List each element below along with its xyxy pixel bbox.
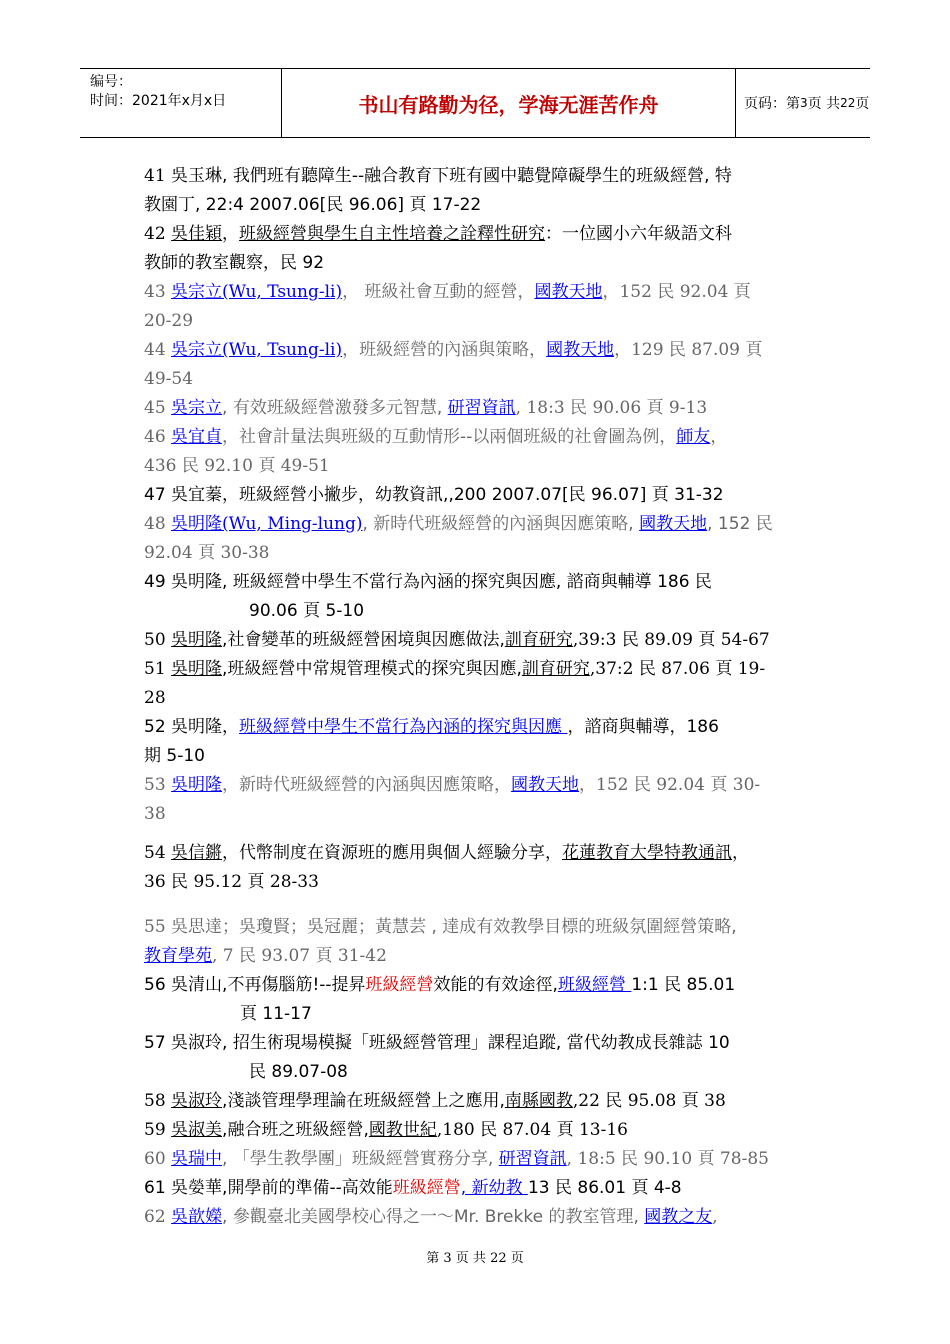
reference-entry-53: 53 吳明隆，新時代班級經營的內涵與因應策略，國教天地，152 民 92.04 頁 30- 38 [144,775,761,824]
journal-link[interactable]: 研習資訊 [498,1149,567,1169]
reference-entry-45: 45 吳宗立, 有效班級經營激發多元智慧, 研習資訊, 18:3 民 90.06 頁 9-13 [144,398,708,418]
page-header [80,68,870,138]
author-link[interactable]: 吳瑞中 [171,1149,223,1169]
number-label: 编号： [90,74,132,90]
journal-link[interactable]: 國教天地 [511,775,580,795]
reference-entry-59: 59 吳淑美,融合班之班級經營,國教世紀,180 民 87.04 頁 13-16 [144,1120,629,1140]
journal-link[interactable]: 新幼教 [471,1178,528,1198]
reference-entry-57: 57 吳淑玲, 招生術現場模擬「班級經營管理」課程追蹤, 當代幼教成長雜誌 10 民 89.07-08 [144,1033,730,1082]
reference-entry-49: 49 吳明隆, 班級經營中學生不當行為內涵的探究與因應, 諮商與輔導 186 民 90.06 頁 5-10 [144,572,712,621]
page-footer: 第 3 页 共 22 页 [426,1251,524,1266]
reference-entry-60: 60 吳瑞中, 「學生教學團」班級經營實務分享, 研習資訊, 18:5 民 90.10 頁 78-85 [144,1149,769,1169]
journal-link[interactable]: 國教之友 [644,1207,713,1227]
journal-link[interactable]: 國教天地 [639,514,708,534]
author-link[interactable]: 吳宜貞 [171,427,223,447]
time-label: 时间：2021年x月x日 [90,93,227,109]
reference-entry-47: 47 吳宜蓁，班級經營小撇步，幼教資訊,,200 2007.07[民 96.07] 頁 31-32 [144,485,724,505]
journal-link[interactable]: 研習資訊 [447,398,516,418]
journal-link[interactable]: 班級經營 [557,975,632,995]
author-link[interactable]: 吳宗立 [171,398,223,418]
author-link[interactable]: 吳宗立(Wu, Tsung-li) [171,282,343,302]
reference-entry-58: 58 吳淑玲,淺談管理學理論在班級經營上之應用,南縣國教,22 民 95.08 頁 38 [144,1091,726,1111]
header-motto: 书山有路勤为径，学海无涯苦作舟 [282,69,736,137]
reference-entry-54: 54 吳信鏘，代幣制度在資源班的應用與個人經驗分享，花蓮教育大學特教通訊， 36 民 95.12 頁 28-33 [144,843,750,892]
reference-entry-42: 42 吳佳穎，班級經營與學生自主性培養之詮釋性研究：一位國小六年級語文科 教師的教室觀察，民 92 [144,224,733,273]
reference-entry-48: 48 吳明隆(Wu, Ming-lung), 新時代班級經營的內涵與因應策略, 國教天地, 152 民 92.04 頁 30-38 [144,514,773,563]
journal-link[interactable]: 師友 [676,427,711,447]
journal-link[interactable]: 國教天地 [534,282,603,302]
author-link[interactable]: 吳歆嬫 [171,1207,223,1227]
reference-entry-61: 61 吳嫈華,開學前的準備--高效能班級經營, 新幼教 13 民 86.01 頁 4-8 [144,1178,682,1198]
header-meta [80,69,282,137]
reference-entry-52: 52 吳明隆，班級經營中學生不當行為內涵的探究與因應 ，諮商與輔導，186 期 5-10 [144,717,719,766]
reference-entry-62: 62 吳歆嬫, 參觀臺北美國學校心得之一～Mr. Brekke 的教室管理, 國教之友, [144,1207,718,1227]
reference-entry-44: 44 吳宗立(Wu, Tsung-li)，班級經營的內涵與策略，國教天地，129 民 87.09 頁 49-54 [144,340,763,389]
author-link[interactable]: 吳明隆 [171,775,223,795]
reference-list [144,162,809,1232]
title-link[interactable]: 班級經營中學生不當行為內涵的探究與因應 [239,717,568,737]
author-link[interactable]: 吳明隆(Wu, Ming-lung) [171,514,363,534]
journal-link[interactable]: 教育學苑 [144,946,212,966]
reference-entry-50: 50 吳明隆,社會變革的班級經營困境與因應做法,訓育研究,39:3 民 89.09 頁 54-67 [144,630,770,650]
reference-entry-46: 46 吳宜貞，社會計量法與班級的互動情形--以兩個班級的社會圖為例，師友， 436 民 92.10 頁 49-51 [144,427,728,476]
reference-entry-56: 56 吳清山,不再傷腦筋!--提昇班級經營效能的有效途徑,班級經營 1:1 民 85.01 頁 11-17 [144,975,736,1024]
reference-entry-41: 41 吳玉琳, 我們班有聽障生--融合教育下班有國中聽覺障礙學生的班級經營, 特 教園丁, 22:4 2007.06[民 96.06] 頁 17-22 [144,166,732,215]
header-page-info: 页码：第 3 页 共 22 页 [744,96,870,112]
journal-link[interactable]: 國教天地 [546,340,615,360]
reference-entry-55: 55 吳思達；吳瓊賢；吳冠麗；黃慧芸 , 達成有效教學目標的班級氛圍經營策略, 教育學苑, 7 民 93.07 頁 31-42 [144,917,737,966]
reference-entry-51: 51 吳明隆,班級經營中常規管理模式的探究與因應,訓育研究,37:2 民 87.06 頁 19- 28 [144,659,766,708]
author-link[interactable]: 吳宗立(Wu, Tsung-li) [171,340,343,360]
reference-entry-43: 43 吳宗立(Wu, Tsung-li)， 班級社會互動的經營，國教天地，152 民 92.04 頁 20-29 [144,282,751,331]
